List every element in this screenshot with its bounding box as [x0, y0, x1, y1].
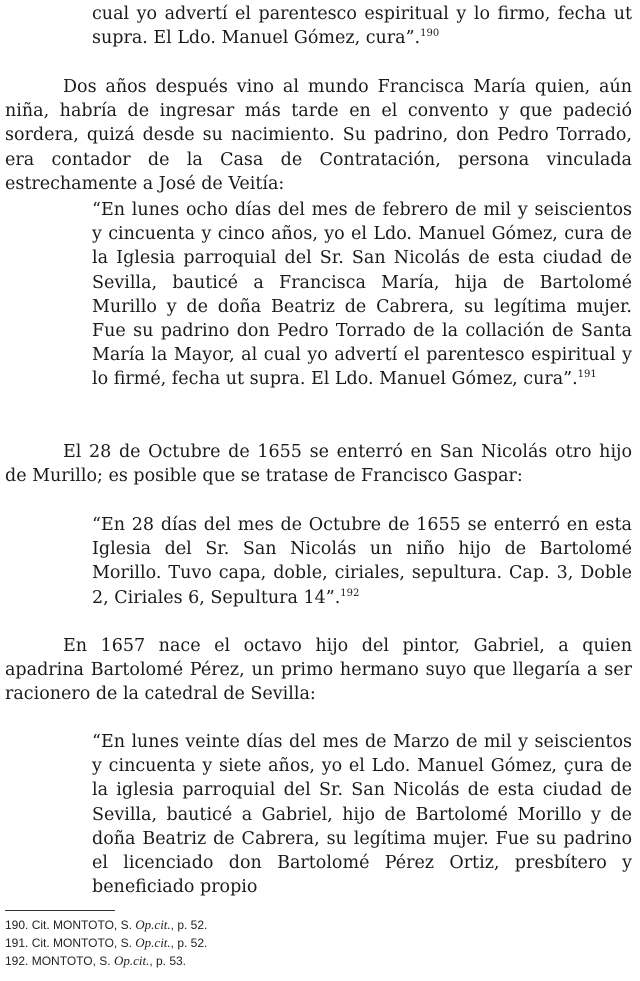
body-paragraph [5, 634, 632, 707]
footnote-citation: MONTOTO, S. [31, 954, 114, 968]
footnote-ref: 190 [420, 28, 440, 40]
footnotes [5, 916, 605, 970]
quote-block [92, 513, 632, 610]
quote-text: “En lunes veinte días del mes de Marzo de mil y seiscientos y cincuenta y siete años, yo el Ldo. Manuel Gómez, çura de la iglesia parroquial del Sr. San Nicolás de esta ciudad de Sevilla, bauticé a Gabriel, hijo de Bartolomé Morillo y de doña Beatriz de Cabrera, su legítima mujer. Fue su padrino el licenciado don Bartolomé Pérez Ortiz, presbítero y beneficiado propio [92, 732, 632, 898]
footnote-work-title: Op.cit. [135, 935, 171, 950]
paragraph-text: Dos años después vino al mundo Francisca María quien, aún niña, habría de ingresar más tarde en el convento y que padeció sordera, quizá desde su nacimiento. Su padrino, don Pedro Torrado, era contador de la Casa de Contratación, persona vinculada estrechamente a José de Veitía: [5, 77, 632, 194]
footnote-work-title: Op.cit. [135, 917, 171, 932]
body-paragraph [5, 440, 632, 488]
footnote-work-title: Op.cit. [113, 953, 150, 968]
paragraph-text: En 1657 nace el octavo hijo del pintor, Gabriel, a quien apadrina Bartolomé Pérez, un primo hermano suyo que llegaría a ser racionero de la catedral de Sevilla: [5, 636, 632, 705]
footnote-ref: 192 [340, 587, 360, 599]
paragraph-text: El 28 de Octubre de 1655 se enterró en San Nicolás otro hijo de Murillo; es posible que se tratase de Francisco Gaspar: [5, 442, 632, 487]
footnote-number: 191. [5, 936, 29, 950]
quote-text: “En 28 días del mes de Octubre de 1655 se enterró en esta Iglesia del Sr. San Nicolás un niño hijo de Bartolomé Morillo. Tuvo capa, doble, ciriales, sepultura. Cap. 3, Doble 2, Ciriales 6, Sepultura 14”. [92, 515, 632, 608]
footnote [5, 952, 605, 970]
footnote [5, 916, 605, 934]
quote-text: “En lunes ocho días del mes de febrero de mil y seiscientos y cincuenta y cinco años, yo el Ldo. Manuel Gómez, cura de la Iglesia parroquial del Sr. San Nicolás de esta ciudad de Sevilla, bauticé a Francisca María, hija de Bartolomé Murillo y de doña Beatriz de Cabrera, su legítima mujer. Fue su padrino don Pedro Torrado de la collación de Santa María la Mayor, al cual yo advertí el parentesco espiritual y lo firmé, fecha ut supra. El Ldo. Manuel Gómez, cura”. [92, 200, 632, 390]
quote-block [92, 198, 632, 392]
footnote-page: , p. 52. [170, 936, 208, 950]
footnote-citation: Cit. MONTOTO, S. [31, 918, 136, 932]
footnote [5, 934, 605, 952]
quote-block [92, 730, 632, 899]
footnote-number: 192. [5, 954, 29, 968]
footnote-number: 190. [5, 918, 29, 932]
quote-block [92, 2, 632, 50]
footnote-ref: 191 [577, 369, 597, 381]
footnote-citation: Cit. MONTOTO, S. [31, 936, 136, 950]
body-paragraph [5, 75, 632, 196]
footnote-page: , p. 53. [149, 954, 187, 968]
footnote-divider [5, 910, 115, 911]
quote-text: cual yo advertí el parentesco espiritual y lo firmo, fecha ut supra. El Ldo. Manuel Gómez, cura”. [92, 4, 632, 49]
footnote-page: , p. 52. [170, 918, 208, 932]
